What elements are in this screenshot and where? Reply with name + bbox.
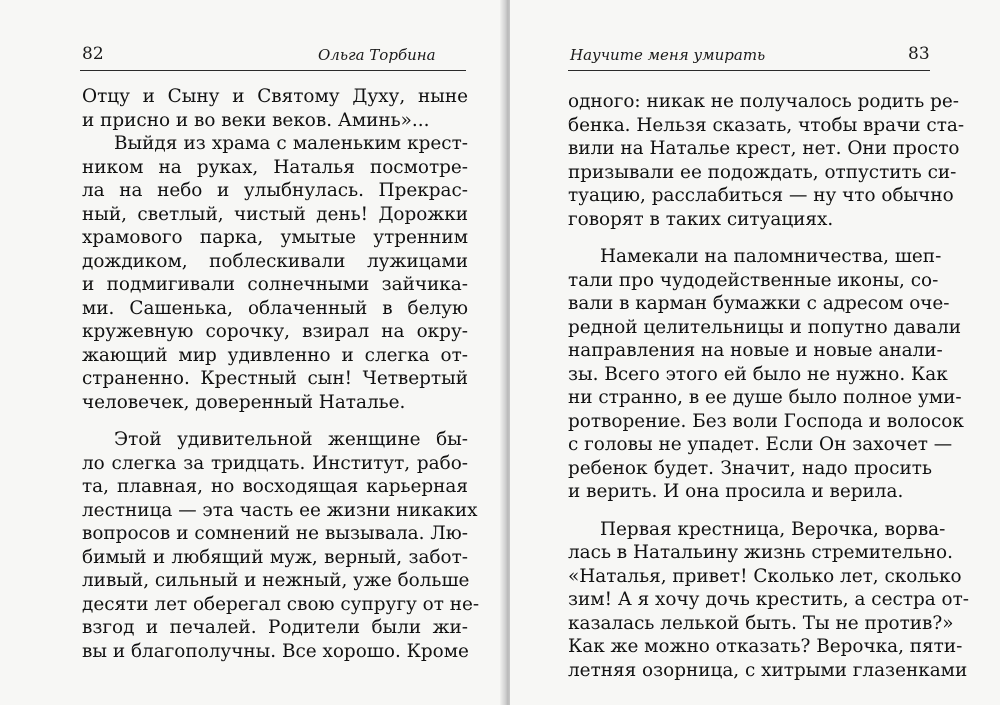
text-line: призывали ее подождать, отпустить си- (568, 161, 957, 183)
text-line: вопросов и сомнений не вызывала. Лю- (82, 523, 468, 544)
text-line: ный, светлый, чистый день! Дорожки (82, 203, 468, 225)
text-line: храмового парка, умытые утренним (82, 227, 468, 248)
text-line: зим! А я хочу дочь крестить, а сестра от- (568, 589, 970, 610)
header-rule (568, 70, 930, 71)
text-line: и подмигивали солнечными зайчика- (82, 274, 468, 295)
text-line: вили на Наталье крест, нет. Они просто (568, 138, 960, 159)
text-line: Этой удивительной женщине бы- (114, 429, 468, 450)
text-line: и присно и во веки веков. Аминь»... (82, 109, 430, 131)
text-line: ла на небо и улыбнулась. Прекрас- (82, 180, 468, 201)
page-number: 82 (82, 44, 104, 64)
text-line: вы и благополучны. Все хорошо. Кроме (82, 640, 469, 662)
text-line: летняя озорница, с хитрыми глазенками (568, 659, 968, 681)
page-number: 83 (908, 44, 930, 64)
text-line: дождиком, поблескивали лужицами (82, 250, 468, 272)
text-line: ротворение. Без воли Господа и волосок (568, 410, 964, 432)
text-line: человечек, доверенный Наталье. (82, 391, 406, 413)
text-line: и верить. И она просила и верила. (568, 481, 904, 502)
text-line: Отцу и Сыну и Святому Духу, ныне (82, 86, 468, 107)
text-line: лась в Натальину жизнь стремительно. (568, 542, 953, 563)
body-text (568, 90, 970, 682)
right-page (510, 0, 1000, 705)
running-head: Научите меня умирать (570, 46, 766, 64)
text-line: ни странно, в ее душе было полное уми- (568, 387, 962, 408)
text-line: бенка. Нельзя сказать, чтобы врачи ста- (568, 114, 965, 136)
text-line: ло слегка за тридцать. Институт, рабо- (82, 452, 468, 474)
header-rule (80, 70, 466, 71)
text-line: ребенок будет. Значит, надо просить (568, 457, 932, 479)
text-line: туацию, расслабиться — ну что обычно (568, 185, 954, 206)
text-line: «Наталья, привет! Сколько лет, сколько (568, 565, 962, 587)
running-head: Ольга Торбина (318, 46, 436, 64)
text-line: Намекали на паломничества, шеп- (600, 246, 942, 267)
text-line: взгод и печалей. Родители были жи- (82, 617, 468, 638)
text-line: вали в карман бумажки с адресом оче- (568, 293, 950, 314)
text-line: редной целительницы и попутно давали (568, 316, 962, 338)
text-line: ником на руках, Наталья посмотре- (82, 156, 468, 178)
text-line: та, плавная, но восходящая карьерная (82, 476, 468, 497)
text-line: направления на новые и новые анали- (568, 340, 943, 361)
text-line: с головы не упадет. Если Он захочет — (568, 434, 953, 455)
text-line: Выйдя из храма с маленьким крест- (114, 133, 468, 154)
body-text (82, 85, 480, 663)
text-line: зы. Всего этого ей было не нужно. Как (568, 363, 948, 385)
text-line: Первая крестница, Верочка, ворва- (600, 518, 946, 540)
text-line: жающий мир удивленно и слегка от- (82, 344, 468, 366)
text-line: ми. Сашенька, облаченный в белую (82, 297, 468, 319)
text-line: одного: никак не получалось родить ре- (568, 91, 959, 112)
text-line: бимый и любящий муж, верный, забот- (82, 546, 468, 568)
text-line: казалась лелькой быть. Ты не против?» (568, 612, 954, 634)
text-line: страненно. Крестный сын! Четвертый (82, 368, 468, 389)
text-line: тали про чудодейственные иконы, со- (568, 269, 939, 291)
text-line: десяти лет оберегал свою супругу от не- (82, 593, 480, 615)
text-line: кружевную сорочку, взирал на окру- (82, 321, 468, 342)
text-line: Как же можно отказать? Верочка, пяти- (568, 636, 963, 657)
text-line: ливый, сильный и нежный, уже больше (82, 570, 470, 591)
text-line: говорят в таких ситуациях. (568, 208, 834, 230)
text-line: лестница — эта часть ее жизни никаких (82, 499, 478, 521)
